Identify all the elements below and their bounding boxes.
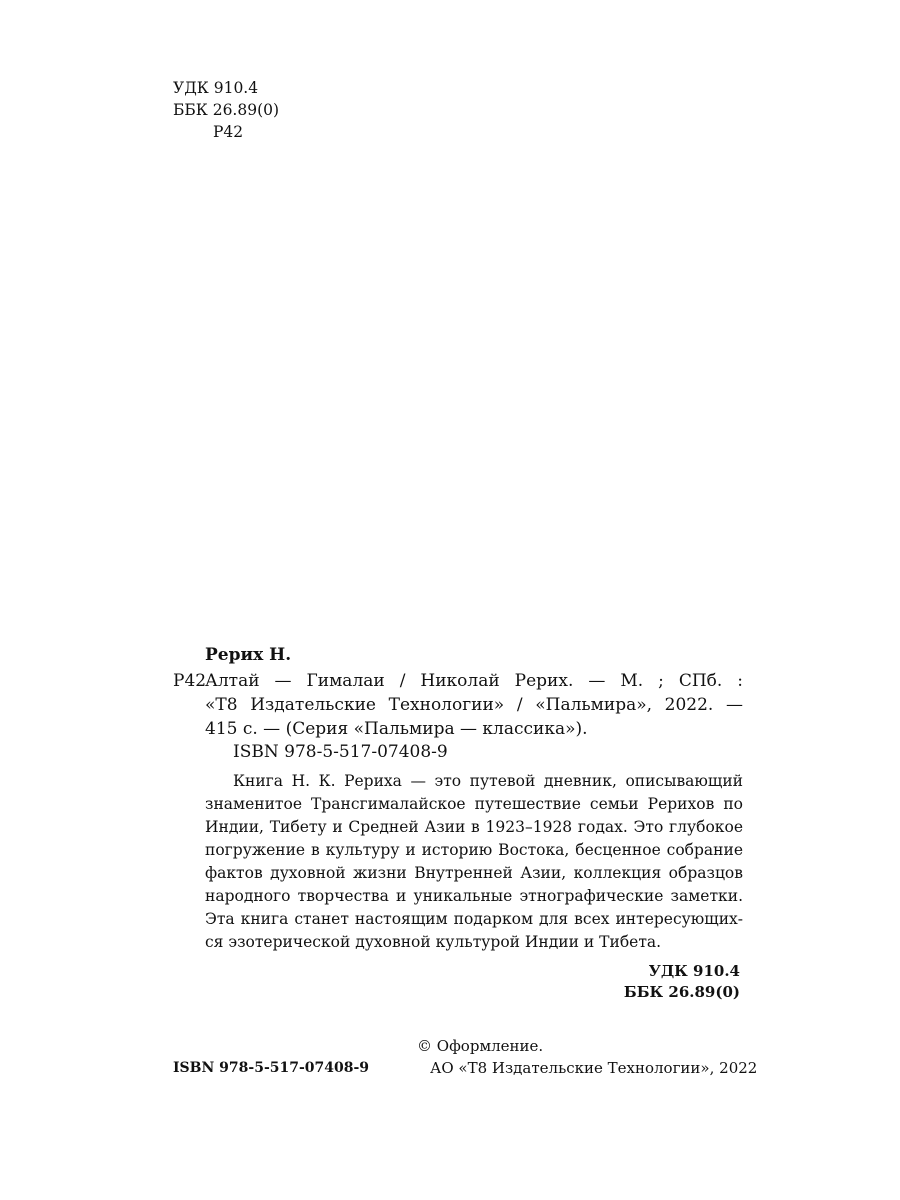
annotation-line: Книга Н. К. Рериха — это путевой дневник, описывающий bbox=[233, 772, 743, 790]
author-mark: Р42 bbox=[213, 123, 244, 141]
record-isbn: ISBN 978-5-517-07408-9 bbox=[233, 742, 448, 762]
bbk-code: ББК 26.89(0) bbox=[173, 101, 280, 119]
annotation-line: погружение в культуру и историю Востока, бесценное собрание bbox=[205, 841, 743, 859]
biblio-line: Алтай — Гималаи / Николай Рерих. — М. ; СПб. : bbox=[205, 671, 743, 691]
top-classification-codes bbox=[173, 77, 279, 143]
udk-code-bold: УДК 910.4 bbox=[648, 962, 740, 980]
copyright-notice: © Оформление. bbox=[417, 1037, 544, 1055]
annotation-line: знаменитое Трансгималайское путешествие семьи Рерихов по bbox=[205, 795, 743, 813]
annotation-line: Эта книга станет настоящим подарком для всех интересующих- bbox=[205, 910, 743, 928]
record-author-mark: Р42 bbox=[173, 671, 207, 691]
annotation-line: Индии, Тибету и Средней Азии в 1923–1928 годах. Это глубокое bbox=[205, 818, 743, 836]
annotation-line: фактов духовной жизни Внутренней Азии, коллекция образцов bbox=[205, 864, 743, 882]
record-author: Рерих Н. bbox=[205, 645, 292, 665]
footer-isbn: ISBN 978-5-517-07408-9 bbox=[173, 1060, 370, 1076]
biblio-line: «Т8 Издательские Технологии» / «Пальмира», 2022. — bbox=[205, 695, 743, 715]
bibliographic-description bbox=[205, 669, 743, 741]
annotation-line: народного творчества и уникальные этнографические заметки. bbox=[205, 887, 743, 905]
bbk-code-bold: ББК 26.89(0) bbox=[623, 983, 740, 1001]
udk-code: УДК 910.4 bbox=[173, 79, 259, 97]
publisher-notice: АО «Т8 Издательские Технологии», 2022 bbox=[430, 1059, 758, 1077]
annotation-line: ся эзотерической духовной культурой Индии и Тибета. bbox=[205, 933, 662, 951]
annotation bbox=[205, 770, 743, 954]
bottom-classification-codes bbox=[590, 961, 740, 1003]
biblio-line: 415 с. — (Серия «Пальмира — классика»). bbox=[205, 719, 588, 739]
